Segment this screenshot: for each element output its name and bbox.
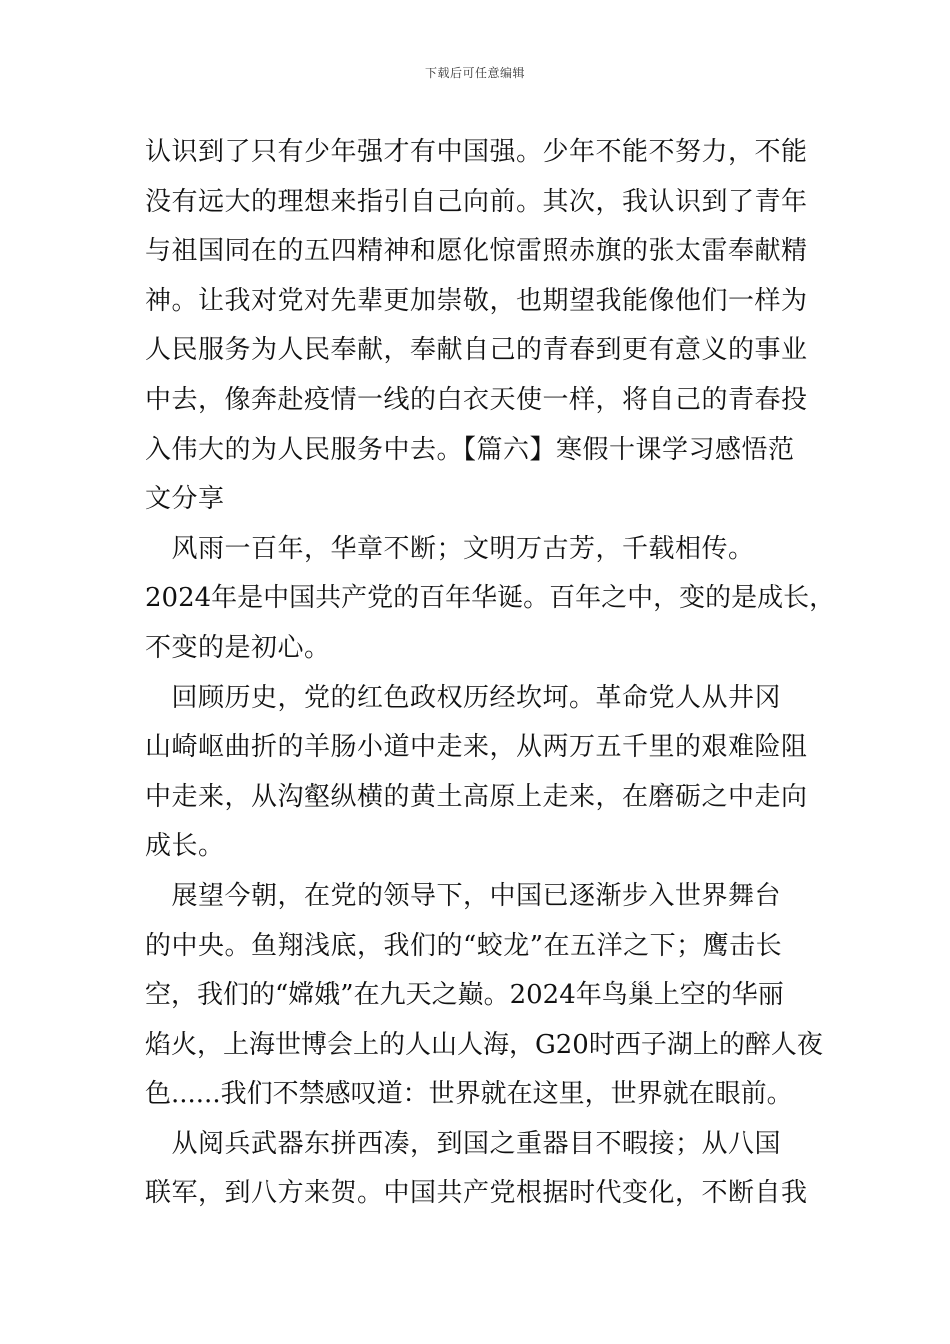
text-line: 人民服务为人民奉献，奉献自己的青春到更有意义的事业 xyxy=(145,335,808,366)
text-line: 不变的是初心。 xyxy=(145,632,331,663)
text-line: 展望今朝，在党的领导下，中国已逐渐步入世界舞台 xyxy=(145,880,782,911)
text-line: 文分享 xyxy=(145,484,225,515)
text-line: 中去，像奔赴疫情一线的白衣天使一样，将自己的青春投 xyxy=(145,384,808,415)
text-line: 色......我们不禁感叹道：世界就在这里，世界就在眼前。 xyxy=(145,1079,793,1110)
body-text xyxy=(145,128,836,1219)
text-line: 成长。 xyxy=(145,831,225,862)
text-line: 山崎岖曲折的羊肠小道中走来，从两万五千里的艰难险阻 xyxy=(145,732,808,763)
text-line: 联军，到八方来贺。中国共产党根据时代变化，不断自我 xyxy=(145,1178,808,1209)
text-line: 从阅兵武器东拼西凑，到国之重器目不暇接；从八国 xyxy=(145,1128,782,1159)
text-line: 认识到了只有少年强才有中国强。少年不能不努力，不能 xyxy=(145,137,808,167)
text-line: 回顾历史，党的红色政权历经坎坷。革命党人从井冈 xyxy=(145,682,782,713)
text-line: 焰火，上海世博会上的人山人海，G20时西子湖上的醉人夜 xyxy=(145,1029,823,1060)
text-line: 与祖国同在的五四精神和愿化惊雷照赤旗的张太雷奉献精 xyxy=(145,236,808,267)
header-note: 下载后可任意编辑 xyxy=(424,66,525,80)
text-line: 风雨一百年，华章不断；文明万古芳，千载相传。 xyxy=(145,533,755,564)
text-line: 神。让我对党对先辈更加崇敬，也期望我能像他们一样为 xyxy=(145,285,808,316)
text-line: 没有远大的理想来指引自己向前。其次，我认识到了青年 xyxy=(145,186,808,217)
text-line: 空，我们的“嫦娥”在九天之巅。2024年鸟巢上空的华丽 xyxy=(145,980,784,1011)
text-line: 入伟大的为人民服务中去。【篇六】寒假十课学习感悟范 xyxy=(145,434,795,465)
text-line: 中走来，从沟壑纵横的黄土高原上走来，在磨砺之中走向 xyxy=(145,781,808,812)
text-line: 的中央。鱼翔浅底，我们的“蛟龙”在五洋之下；鹰击长 xyxy=(145,930,783,961)
text-line: 2024年是中国共产党的百年华诞。百年之中，变的是成长， xyxy=(145,583,836,614)
